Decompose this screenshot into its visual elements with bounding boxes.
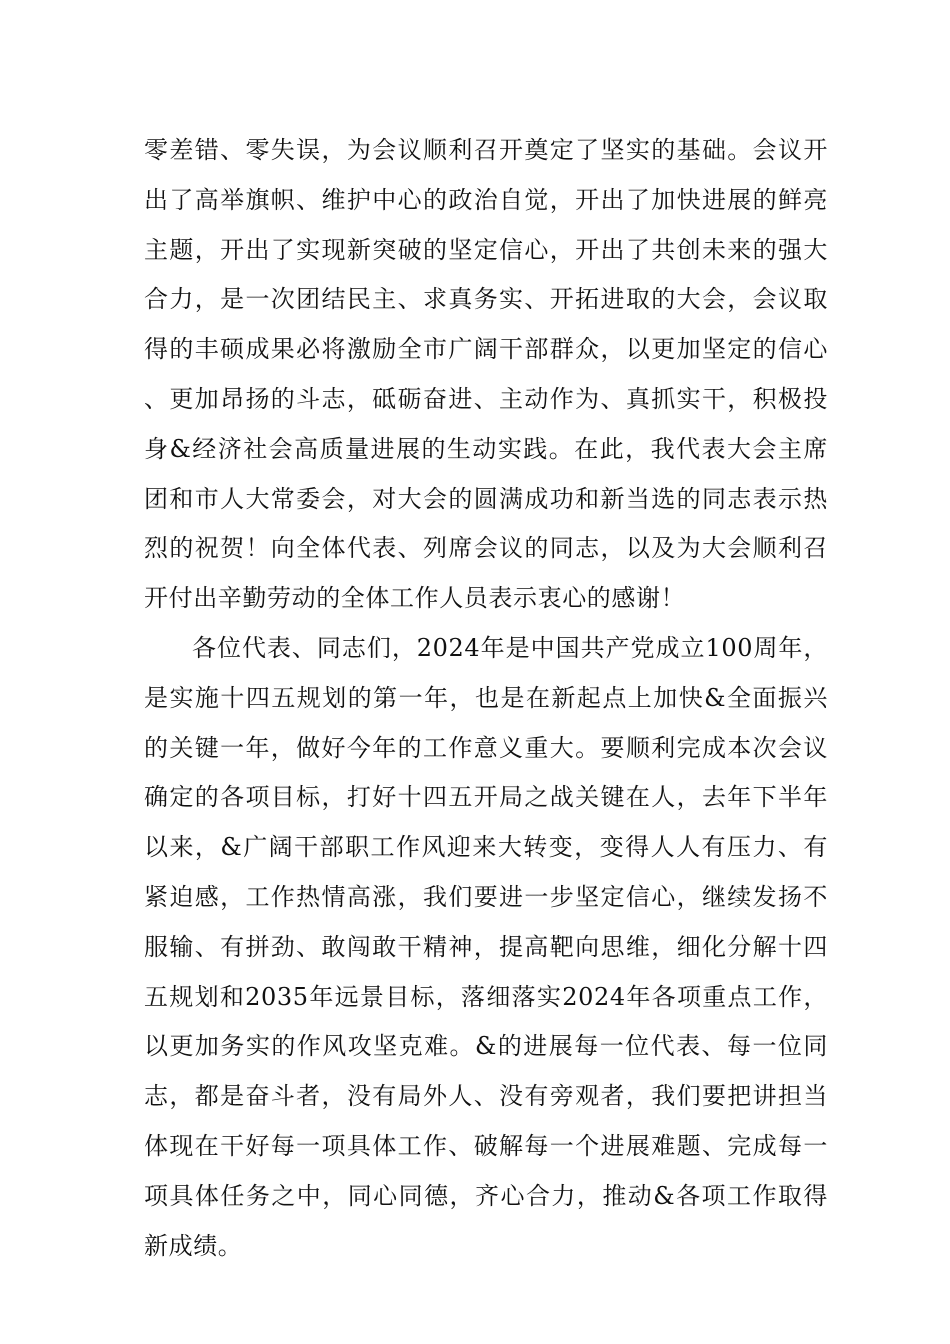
paragraph-continuation: 零差错、零失误，为会议顺利召开奠定了坚实的基础。会议开出了高举旗帜、维护中心的政治自觉，开出了加快进展的鲜亮主题，开出了实现新突破的坚定信心，开出了共创未来的强大合力，是一次团结民主、求真务实、开拓进取的大会，会议取得的丰硕成果必将激励全市广阔干部群众，以更加坚定的信心、更加昂扬的斗志，砥砺奋进、主动作为、真抓实干，积极投身&经济社会高质量进展的生动实践。在此，我代表大会主席团和市人大常委会，对大会的圆满成功和新当选的同志表示热烈的祝贺！向全体代表、列席会议的同志，以及为大会顺利召开付出辛勤劳动的全体工作人员表示衷心的感谢！	[144, 136, 828, 613]
paragraph-delegates-address: 各位代表、同志们，2024年是中国共产党成立100周年，是实施十四五规划的第一年，也是在新起点上加快&全面振兴的关键一年，做好今年的工作意义重大。要顺利完成本次会议确定的各项目标，打好十四五开局之战关键在人，去年下半年以来，&广阔干部职工作风迎来大转变，变得人人有压力、有紧迫感，工作热情高涨，我们要进一步坚定信心，继续发扬不服输、有拼劲、敢闯敢干精神，提高靶向思维，细化分解十四五规划和2035年远景目标，落细落实2024年各项重点工作，以更加务实的作风攻坚克难。&的进展每一位代表、每一位同志，都是奋斗者，没有局外人、没有旁观者，我们要把讲担当体现在干好每一项具体工作、破解每一个进展难题、完成每一项具体任务之中，同心同德，齐心合力，推动&各项工作取得新成绩。	[144, 633, 828, 1260]
document-body	[144, 126, 828, 1271]
